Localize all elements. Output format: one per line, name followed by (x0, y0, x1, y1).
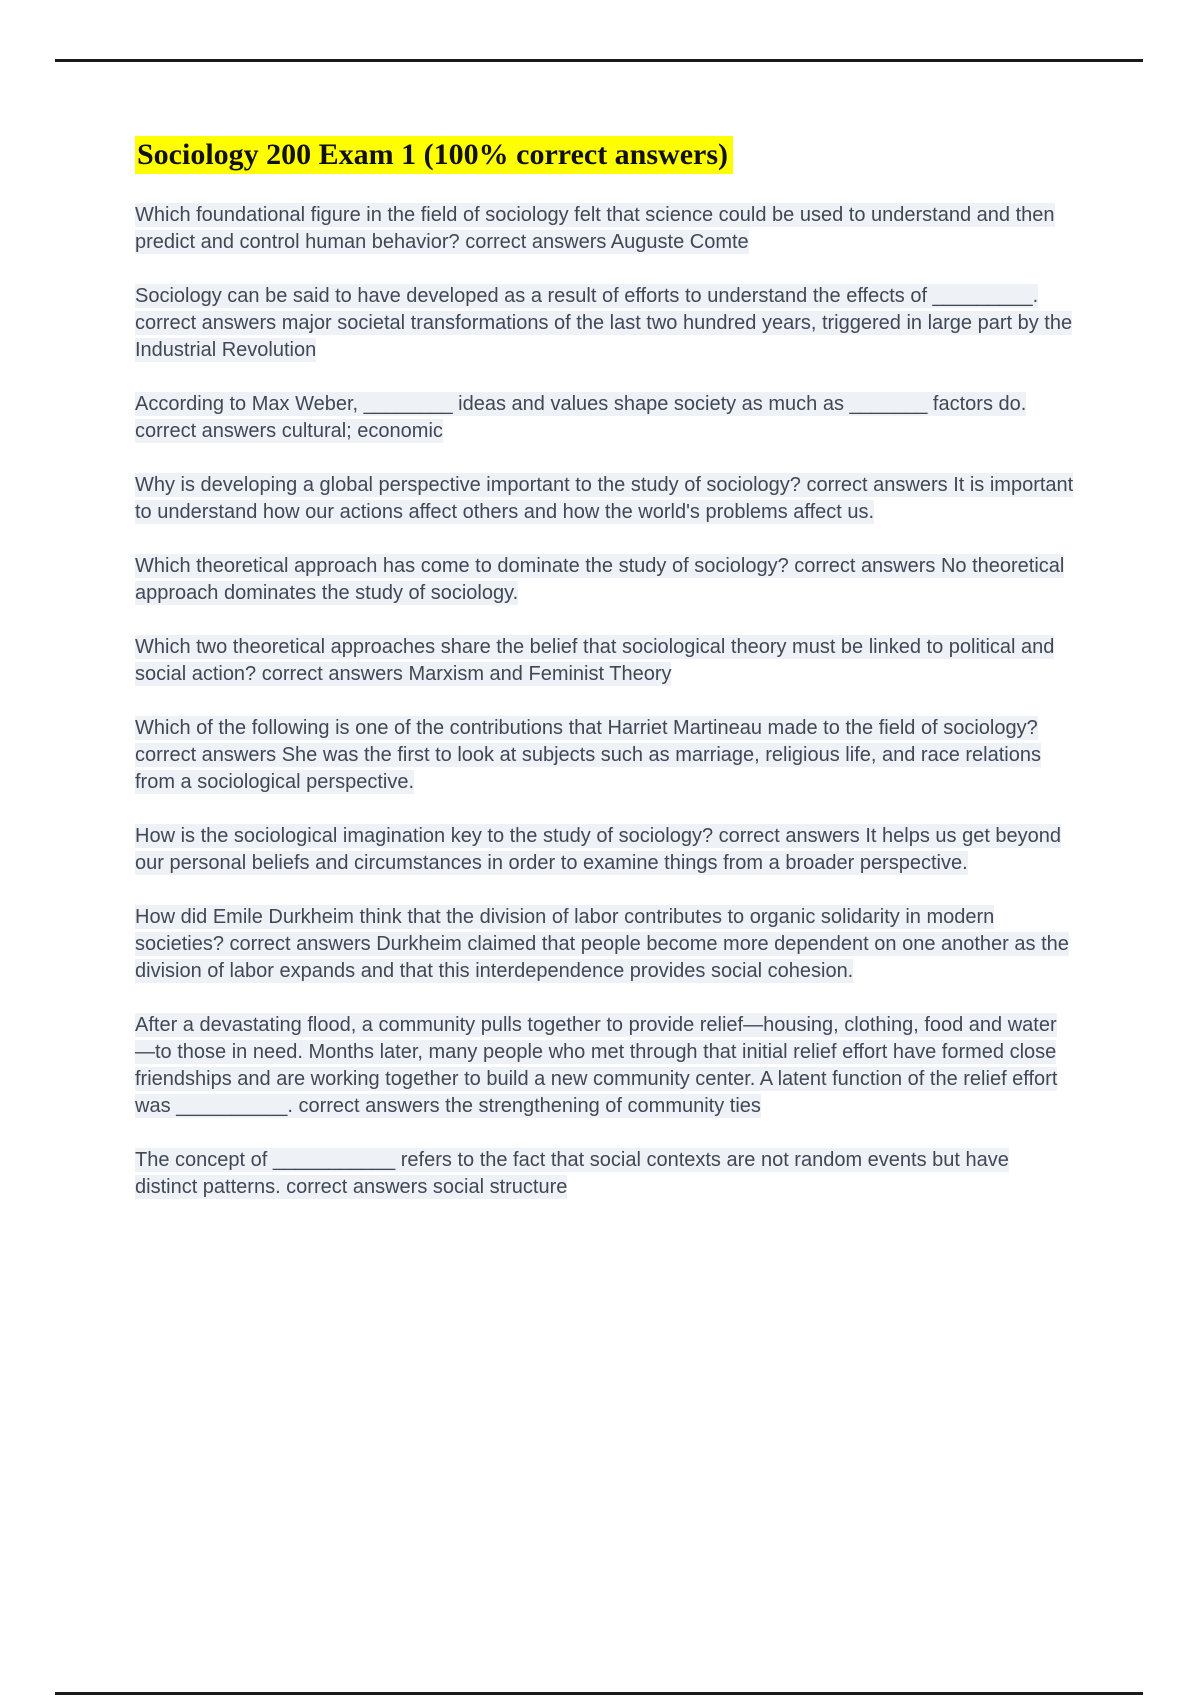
page-title (135, 136, 1075, 174)
qa-paragraph (135, 1147, 1075, 1201)
paragraph-text: Why is developing a global perspective important to the study of sociology? correct answers It is important to understand how our actions affect others and how the world's problems affect us. (135, 474, 1074, 523)
qa-paragraph (135, 553, 1075, 607)
paragraph-text: The concept of ___________ refers to the fact that social contexts are not random events but have distinct patterns. correct answers social structure (135, 1149, 1009, 1198)
qa-paragraph (135, 202, 1075, 256)
paragraph-text: Which foundational figure in the field of sociology felt that science could be used to understand and then predict and control human behavior? correct answers Auguste Comte (135, 204, 1055, 253)
page-title-highlight: Sociology 200 Exam 1 (100% correct answers) (135, 136, 733, 174)
paragraph-text: How is the sociological imagination key to the study of sociology? correct answers It helps us get beyond our personal beliefs and circumstances in order to examine things from a broader perspective. (135, 825, 1062, 874)
document-content (135, 136, 1075, 1228)
qa-paragraph (135, 472, 1075, 526)
paragraph-text: How did Emile Durkheim think that the division of labor contributes to organic solidarity in modern societies? correct answers Durkheim claimed that people become more dependent on one another as the division of labor expands and that this interdependence provides social cohesion. (135, 906, 1069, 982)
qa-paragraph (135, 823, 1075, 877)
qa-paragraph (135, 391, 1075, 445)
paragraph-text: Which theoretical approach has come to dominate the study of sociology? correct answers No theoretical approach dominates the study of sociology. (135, 555, 1065, 604)
bottom-rule (55, 1692, 1143, 1695)
paragraph-text: According to Max Weber, ________ ideas and values shape society as much as _______ factors do. correct answers cultural; economic (135, 393, 1027, 442)
qa-paragraph (135, 634, 1075, 688)
qa-list (135, 202, 1075, 1201)
paragraph-text: After a devastating flood, a community pulls together to provide relief—housing, clothing, food and water—to those in need. Months later, many people who met through that initial relief effort have formed close friendships and are working together to build a new community center. A latent function of the relief effort was __________. correct answers the strengthening of community ties (135, 1014, 1058, 1117)
paragraph-text: Which two theoretical approaches share the belief that sociological theory must be linked to political and social action? correct answers Marxism and Feminist Theory (135, 636, 1055, 685)
qa-paragraph (135, 904, 1075, 985)
paragraph-text: Which of the following is one of the contributions that Harriet Martineau made to the field of sociology? correct answers She was the first to look at subjects such as marriage, religious life, and race relations from a sociological perspective. (135, 717, 1041, 793)
qa-paragraph (135, 283, 1075, 364)
top-rule (55, 59, 1143, 62)
qa-paragraph (135, 1012, 1075, 1120)
qa-paragraph (135, 715, 1075, 796)
paragraph-text: Sociology can be said to have developed as a result of efforts to understand the effects of _________. correct answers major societal transformations of the last two hundred years, triggered in large part by the Industrial Revolution (135, 285, 1073, 361)
